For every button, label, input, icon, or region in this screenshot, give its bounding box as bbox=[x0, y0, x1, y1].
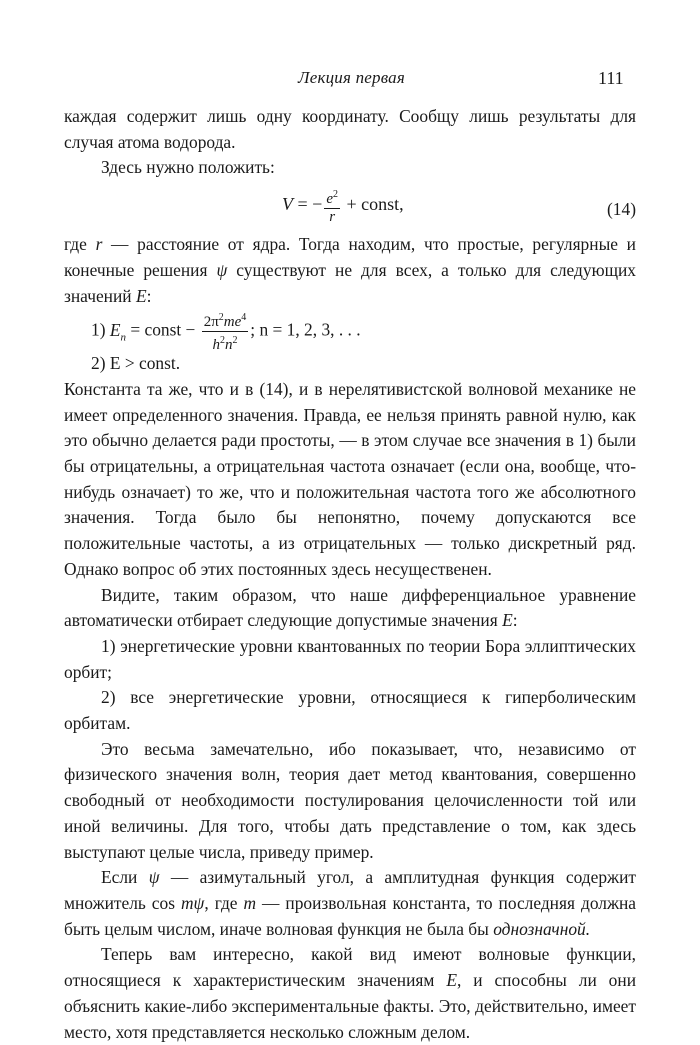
paragraph-8: Это весьма замечательно, ибо показывает, что, независимо от физического значения волн, теория дает метод квантования, совершенно свободный от необходимости постулирования целочисленности той или иной величины. Для того, чтобы дать представление о том, как здесь выступают целые числа, приведу пример. bbox=[64, 738, 636, 862]
paragraph-7: 2) все энергетические уровни, относящиеся к гиперболическим орбитам. bbox=[64, 687, 636, 734]
list-item-1: 1) $E_n$ = const − $\frac{2\pi^2me^4}{h^2n^2}$ ; n = 1, 2, 3, . . . bbox=[64, 309, 636, 351]
running-head bbox=[0, 68, 700, 92]
paragraph-5: Видите, таким образом, что наше дифференциальное уравнение автоматически отбирает следующие допустимые значения E: bbox=[64, 584, 636, 631]
paragraph-10: Теперь вам интересно, какой вид имеют волновые функции, относящиеся к характеристическим значениям E, и способны ли они объяснить какие-либо экспериментальные факты. Это, действительно, имеет место, хотя представляется несколько сложным делом. bbox=[64, 944, 636, 1042]
paragraph-4: Константа та же, что и в (14), и в нерелятивистской волновой механике не имеет определенного значения. Правда, ее нельзя принять равной нулю, как это обычно делается ради простоты, — в этом случае все значения в 1) были бы отрицательны, а отрицательная частота означает (если она, вообще, что-нибудь означает) то же, что и положительная частота того же абсолютного значения. Тогда было бы непонятно, почему допускаются все положительные частоты, а из отрицательных — только дискретный ряд. Однако вопрос об этих постоянных здесь несущественен. bbox=[64, 378, 636, 579]
page-number: 111 bbox=[598, 68, 624, 88]
equation-14-number: (14) bbox=[607, 199, 636, 220]
paragraph-6: 1) энергетические уровни квантованных по теории Бора эллиптических орбит; bbox=[64, 635, 636, 682]
running-head-title: Лекция первая bbox=[298, 68, 405, 87]
paragraph-1: каждая содержит лишь одну координату. Сообщу лишь результаты для случая атома водорода. bbox=[64, 106, 636, 152]
equation-14 bbox=[64, 182, 636, 232]
paragraph-9: Если ψ — азимутальный угол, а амплитудная функция содержит множитель cos mψ, где m — произвольная константа, то последняя должна быть целым числом, иначе волновая функция не была бы однозначной. bbox=[64, 867, 637, 939]
equation-14-body: V = − $\frac{e^2}{r}$ + const, bbox=[282, 186, 404, 226]
list-item-2: 2) E > const. bbox=[91, 353, 181, 374]
paragraph-2: Здесь нужно положить: bbox=[101, 157, 275, 178]
body-text bbox=[64, 104, 636, 1045]
paragraph-3: где r — расстояние от ядра. Тогда находим, что простые, регулярные и конечные решения ψ существуют не для всех, а только для следующих значений E: bbox=[64, 234, 636, 306]
